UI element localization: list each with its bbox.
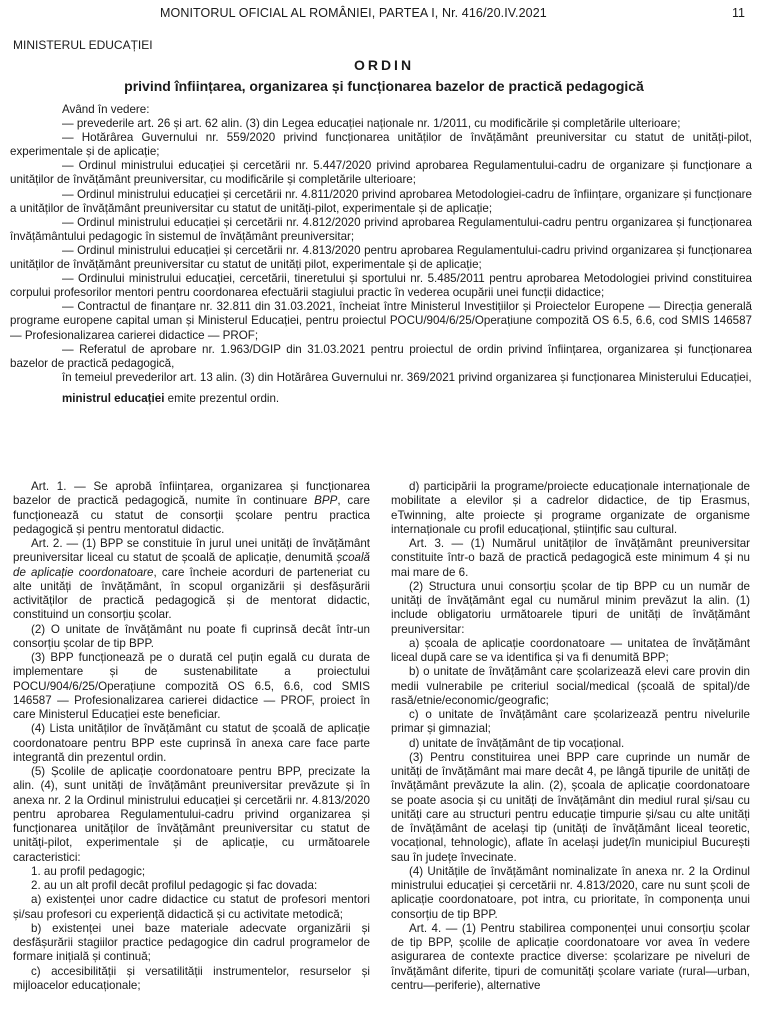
paragraph-text: 2. au un alt profil decât profilul pedagogic și fac dovada: [31,879,318,892]
paragraph-text: (3) Pentru constituirea unei BPP care cuprinde un număr de unități de învățământ mai mare decât 4, pe lângă tipurile de unități de învățământ prevăzute la alin. (2), școala de aplicație coordonatoare se poate asocia și cu unități de învățământ din mediul rural și/sau cu unități care au structuri pentru educație timpurie și/sau cu alte unități de învățământ de același tip (unități de învățământ liceal teoretic, vocațional, tehnologic), aflate în același județ/în municipiul București sau în județe învecinate. [391,750,750,864]
article-paragraph [391,751,750,865]
paragraph-text: Art. 3. — (1) Numărul unităților de învățământ preuniversitar constituite într-o bază de practică pedagogică este minimum 4 și nu mai mare de 6. [391,537,750,579]
article-paragraph [13,865,370,879]
article-paragraph [391,922,750,993]
paragraph-text: (4) Lista unităților de învățământ cu statut de școală de aplicație coordonatoare pentru BPP este cuprinsă în anexa care face parte integrantă din prezentul ordin. [13,722,370,764]
page-number: 11 [732,6,745,20]
article-paragraph [13,922,370,965]
paragraph-text: (2) Structura unui consorțiu școlar de tip BPP cu un număr de unități de învățământ egal cu numărul minim prevăzut la alin. (1) include obligatoriu următoarele tipuri de unități de învățământ preuniversitar: [391,579,750,636]
preamble-item: — Ordinul ministrului educației și cercetării nr. 4.811/2020 privind aprobarea Metodologiei-cadru de înființare, organizare și funcționare a unităților de învățământ preuniversitar cu statut de unități-pilot, experimentale și de aplicație; [10,187,752,215]
paragraph-text: Art. 2. — (1) BPP se constituie în jurul unei unități de învățământ preuniversitar liceal cu statut de școală de aplicație, denumită [13,537,370,565]
journal-header: MONITORUL OFICIAL AL ROMÂNIEI, PARTEA I, Nr. 416/20.IV.2021 [160,6,547,20]
document-title: ORDIN [353,57,415,73]
paragraph-text: a) școala de aplicație coordonatoare — unitatea de învățământ liceal după care se va identifica și va fi denumită BPP; [391,636,750,664]
article-paragraph [13,651,370,722]
article-paragraph [13,879,370,893]
preamble-emits [10,392,752,406]
document-subtitle: privind înființarea, organizarea și funcționarea bazelor de practică pedagogică [124,78,644,94]
paragraph-text: b) existenței unei baze materiale adecvate organizării și desfășurării stagiilor practice pedagogice din cadrul programelor de formare inițială și continuă; [13,921,370,964]
article-paragraph [13,537,370,623]
preamble-item: — prevederile art. 26 și art. 62 alin. (3) din Legea educației naționale nr. 1/2011, cu modificările și completările ulterioare; [62,117,681,131]
preamble-items [10,117,752,371]
article-paragraph [13,623,370,652]
paragraph-text: b) o unitate de învățământ care școlarizează elevi care provin din medii vulnerabile pe criteriul social/medical (școală de spital)/de rasă/etnie/economic/geografic; [391,665,750,707]
article-paragraph [391,537,750,580]
preamble-item: — Hotărârea Guvernului nr. 559/2020 privind funcționarea unităților de învățământ preuniversitar cu statut de unități-pilot, experimentale și de aplicație; [10,131,752,159]
preamble-item: — Ordinul ministrului educației și cercetării nr. 5.447/2020 privind aprobarea Regulamentului-cadru de organizare și funcționare a unităților de învățământ preuniversitar, cu modificările și completările ulterioare; [10,159,752,187]
paragraph-text: d) participării la programe/proiecte educaționale internaționale de mobilitate a elevilor și a cadrelor didactice, de tip Erasmus, eTwinning, alte proiecte și programe organizate de organisme internaționale cu profil educațional, științific sau cultural. [391,480,750,536]
article-paragraph [391,637,750,666]
right-column [391,480,750,993]
paragraph-text: Art. 4. — (1) Pentru stabilirea componenței unui consorțiu școlar de tip BPP, școlile de aplicație coordonatoare vor avea în vedere asigurarea de contexte practice diverse: școlarizare pe niveluri de învățământ diferite, tipuri de comunități școlare variate (rural—urban, centru—periferie), alternative [391,921,750,992]
defined-term: școală de aplicație coordonatoare [13,551,370,579]
preamble [10,103,752,406]
preamble-intro: Având în vedere: [62,103,150,116]
preamble-item: — Ordinului ministrului educației, cercetării, tineretului și sportului nr. 5.485/2011 pentru aprobarea Metodologiei privind constituirea corpului profesorilor mentori pentru coordonarea efectuării stagiului practic în vederea ocupării unei funcții didactice; [10,272,752,300]
article-paragraph [391,665,750,708]
emits-text: emite prezentul ordin. [164,391,280,405]
paragraph-text-continued: , care funcționează cu statut de consorții școlare pentru practica pedagogică și pentru mentoratul didactic. [13,494,370,536]
article-paragraph [391,737,750,751]
paragraph-text: a) existenței unor cadre didactice cu statut de profesori mentori și/sau profesori cu experiență didactică și cu activitate metodică; [13,893,370,921]
preamble-item: — Ordinul ministrului educației și cercetării nr. 4.812/2020 privind aprobarea Regulamentului-cadru pentru organizarea și funcționarea învățământului pedagogic în sistemul de învățământ preuniversitar; [10,215,752,243]
article-paragraph [13,765,370,865]
article-paragraph [391,865,750,922]
article-paragraph [13,965,370,994]
article-paragraph [13,722,370,765]
paragraph-text: c) o unitate de învățământ care școlarizează pentru nivelurile primar și gimnazial; [391,708,750,736]
article-paragraph [391,708,750,737]
preamble-basis: în temeiul prevederilor art. 13 alin. (3) din Hotărârea Guvernului nr. 369/2021 privind organizarea și funcționarea Ministerului Educației, [62,370,752,384]
preamble-item: — Referatul de aprobare nr. 1.963/DGIP din 31.03.2021 pentru proiectul de ordin privind înființarea, organizarea și funcționarea bazelor de practică pedagogică, [10,342,752,370]
page-header [0,6,768,22]
left-column [13,480,370,993]
preamble-item: — Contractul de finanțare nr. 32.811 din 31.03.2021, încheiat între Ministerul Investițiilor și Proiectelor Europene — Direcția generală programe europene capital uman și Ministerul Educației, pentru proiectul POCU/904/6/25/Operațiune compozită OS 6.5, 6.6, cod SMIS 146587 — Profesionalizarea carierei didactice — PROF; [10,300,752,342]
paragraph-text-continued: , care încheie acorduri de parteneriat cu alte unități de învățământ, în scopul organizării și desfășurării activităților de practică pedagogică și de mentorat didactic, constituind un consorțiu școlar. [13,565,370,622]
paragraph-text: (4) Unitățile de învățământ nominalizate în anexa nr. 2 la Ordinul ministrului educației și cercetării nr. 4.813/2020, care nu sunt școli de aplicație coordonatoare, pot intra, cu prioritate, în componența unui consorțiu de tip BPP. [391,864,750,921]
article-paragraph [13,480,370,537]
paragraph-text: d) unitate de învățământ de tip vocațional. [409,736,625,750]
paragraph-text: (3) BPP funcționează pe o durată cel puțin egală cu durata de implementare și de sustenabilitate a proiectului POCU/904/6/25/Operațiune compozită OS 6.5, 6.6, cod SMIS 146587 — Profesionalizarea carierei didactice — PROF, proiect în care Ministerul Educației este beneficiar. [13,651,370,721]
emitter: ministrul educației [62,391,165,405]
paragraph-text: (2) O unitate de învățământ nu poate fi cuprinsă decât într-un consorțiu școlar de tip BPP. [13,622,370,650]
paragraph-text: Art. 1. — Se aprobă înființarea, organizarea și funcționarea bazelor de practică pedagogică, numite în continuare [13,480,370,508]
issuing-ministry: MINISTERUL EDUCAȚIEI [13,38,153,52]
article-paragraph [13,893,370,922]
preamble-item: — Ordinul ministrului educației și cercetării nr. 4.813/2020 pentru aprobarea Regulamentului-cadru privind organizarea și funcționarea unităților de învățământ preuniversitar cu statut de unități pilot, experimentale și de aplicație; [10,243,752,272]
paragraph-text: 1. au profil pedagogic; [31,864,146,878]
article-paragraph [391,480,750,537]
defined-term: BPP [314,494,338,508]
article-paragraph [391,580,750,637]
paragraph-text: c) accesibilității și versatilității instrumentelor, resurselor și mijloacelor educaționale; [13,964,370,992]
paragraph-text: (5) Școlile de aplicație coordonatoare pentru BPP, precizate la alin. (4), sunt unități de învățământ preuniversitar prevăzute și în anexa nr. 2 la Ordinul ministrului educației și cercetării nr. 4.813/2020 pentru aprobarea Regulamentului-cadru privind organizarea și funcționarea unităților de învățământ preuniversitar cu statut de unități-pilot, experimentale și de aplicație, cu următoarele caracteristici: [13,765,370,864]
